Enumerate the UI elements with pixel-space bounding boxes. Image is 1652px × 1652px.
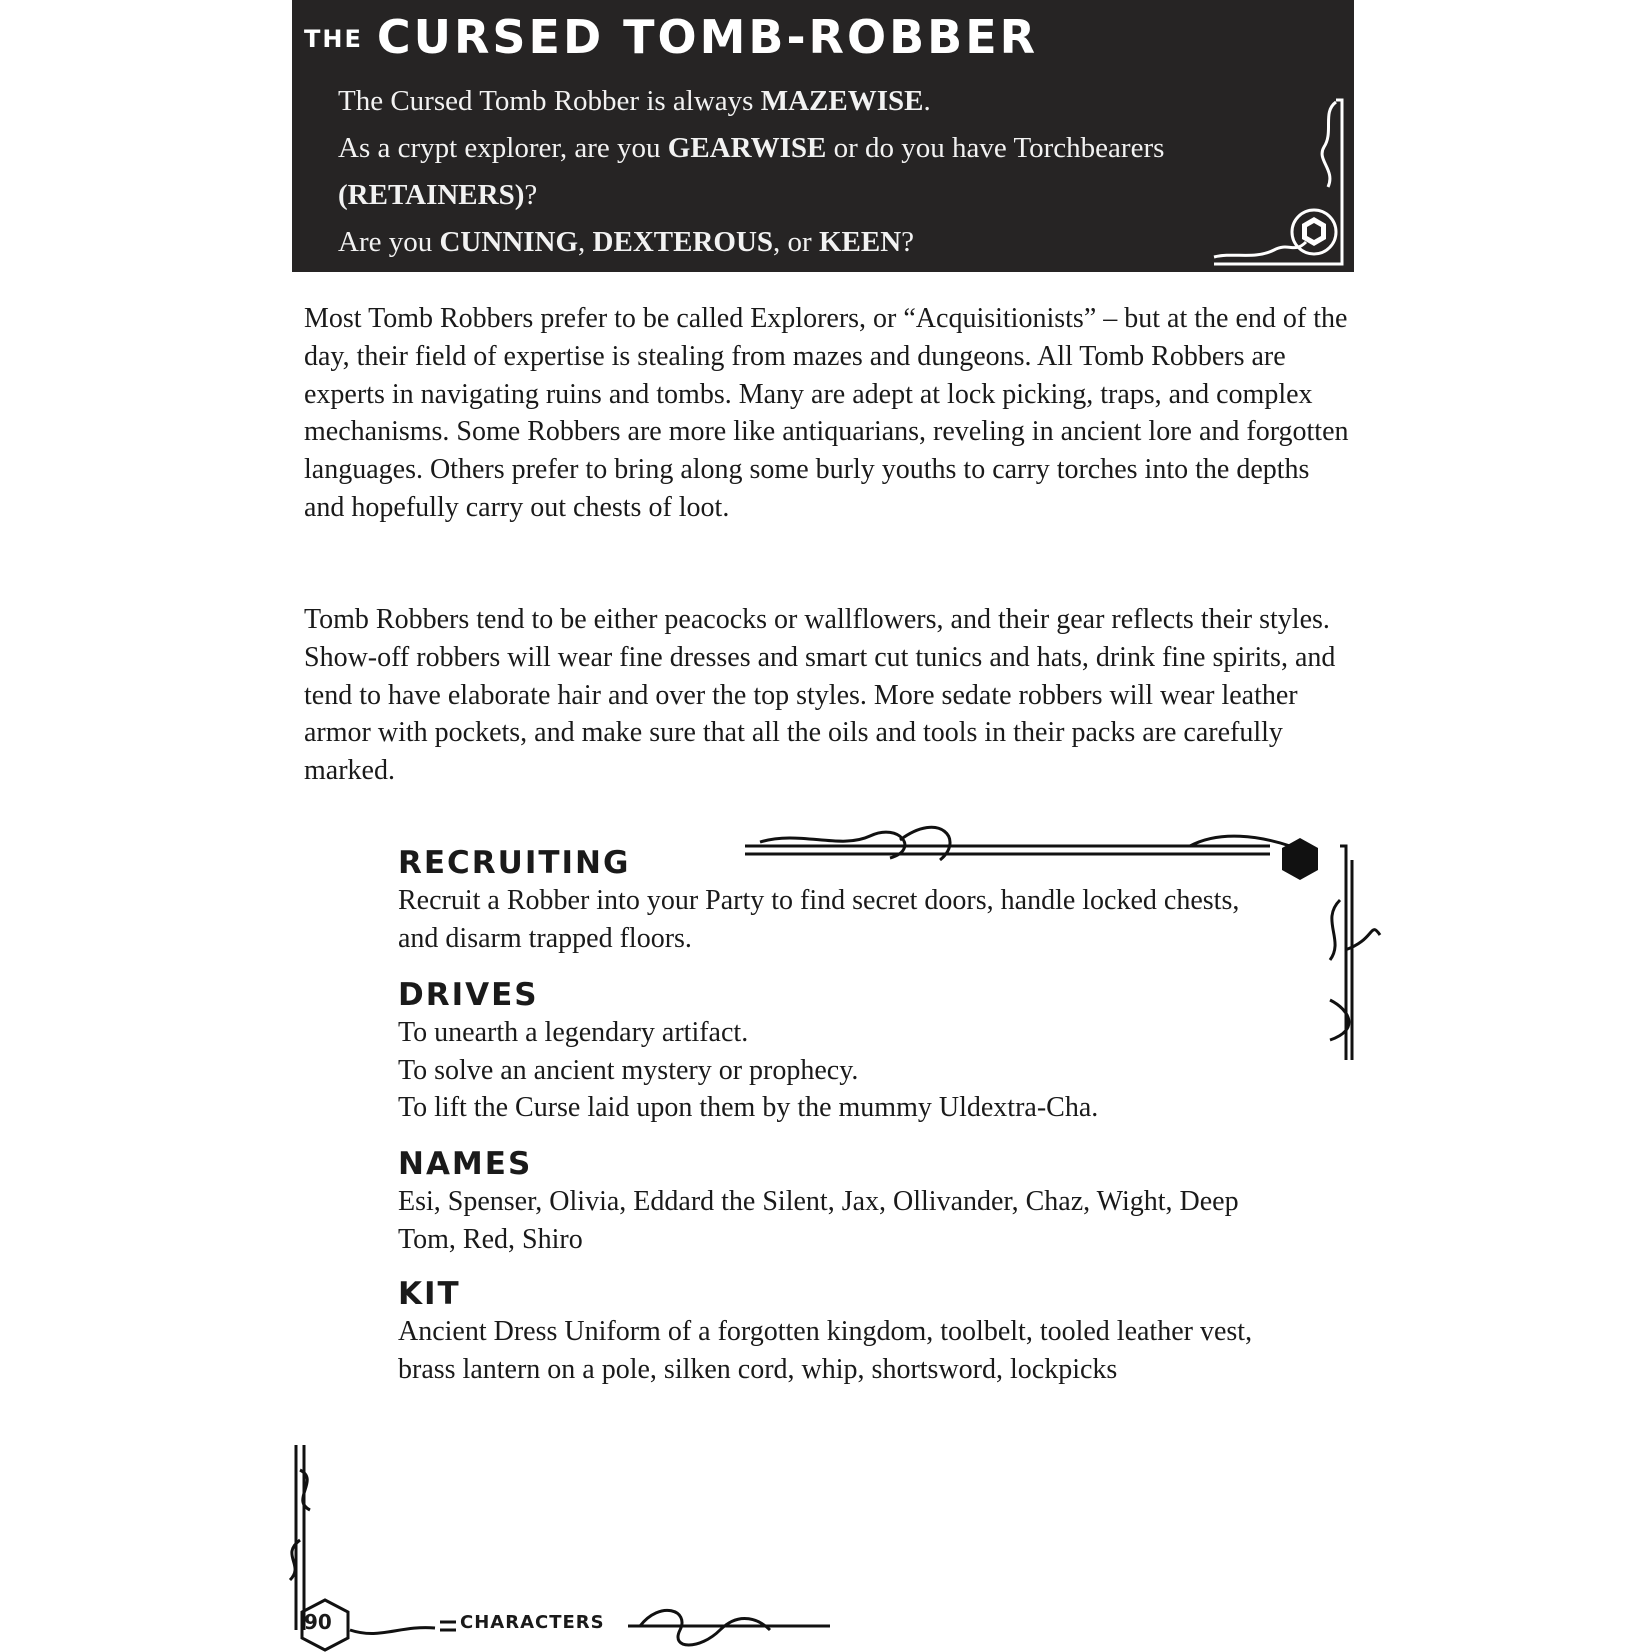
recruiting-text: Recruit a Robber into your Party to find secret doors, handle locked chests, and disarm trapped floors.: [398, 885, 1240, 954]
keyword-dexterous: DEXTEROUS: [592, 226, 774, 258]
keyword-cunning: CUNNING: [439, 226, 579, 258]
drives-section: [398, 976, 1258, 1127]
page-number: 90: [304, 1610, 332, 1634]
intro-paragraph-2: Tomb Robbers tend to be either peacocks or wallflowers, and their gear reflects their styles. Show-off robbers will wear fine dresses and smart cut tunics and hats, drink fine spirits, and tend to have elaborate hair and over the top styles. More sedate robbers will wear leather armor with pockets, and make sure that all the oils and tools in their packs are carefully marked.: [304, 604, 1336, 787]
header-line-4: Are you CUNNING, DEXTEROUS, or KEEN?: [338, 226, 915, 258]
drive-item: To unearth a legendary artifact.: [398, 1017, 749, 1048]
header-line-3: (RETAINERS)?: [338, 179, 538, 211]
keyword-gearwise: GEARWISE: [667, 132, 827, 164]
kit-heading: KIT: [398, 1276, 461, 1312]
keyword-retainers: (RETAINERS): [338, 179, 525, 211]
header-line-2: As a crypt explorer, are you GEARWISE or do you have Torchbearers: [338, 132, 1165, 164]
keyword-mazewise: MAZEWISE: [760, 85, 924, 117]
recruiting-heading: RECRUITING: [398, 845, 631, 881]
drive-item: To lift the Curse laid upon them by the mummy Uldextra-Cha.: [398, 1092, 1099, 1123]
recruiting-section: [398, 844, 1258, 957]
drives-heading: DRIVES: [398, 977, 539, 1013]
title-prefix: THE: [304, 25, 363, 53]
keyword-keen: KEEN: [818, 226, 902, 258]
title-text: CURSED TOMB-ROBBER: [376, 10, 1039, 64]
drive-item: To solve an ancient mystery or prophecy.: [398, 1054, 859, 1086]
kit-text: Ancient Dress Uniform of a forgotten kingdom, toolbelt, tooled leather vest, brass lantern on a pole, silken cord, whip, shortsword, lockpicks: [398, 1316, 1253, 1385]
kit-section: [398, 1275, 1258, 1388]
names-heading: NAMES: [398, 1146, 533, 1182]
footer-section-label: CHARACTERS: [460, 1612, 605, 1633]
header-line-1: The Cursed Tomb Robber is always MAZEWISE.: [338, 85, 931, 117]
intro-paragraph-1: Most Tomb Robbers prefer to be called Explorers, or “Acquisitionists” – but at the end of the day, their field of expertise is stealing from mazes and dungeons. All Tomb Robbers are experts in navigating ruins and tombs. Many are adept at lock picking, traps, and complex mechanisms. Some Robbers are more like antiquarians, reveling in ancient lore and forgotten languages. Others prefer to bring along some burly youths to carry torches into the depths and hopefully carry out chests of loot.: [304, 303, 1349, 523]
names-text: Esi, Spenser, Olivia, Eddard the Silent, Jax, Ollivander, Chaz, Wight, Deep Tom, Red, Shiro: [398, 1186, 1239, 1255]
names-section: [398, 1145, 1258, 1258]
